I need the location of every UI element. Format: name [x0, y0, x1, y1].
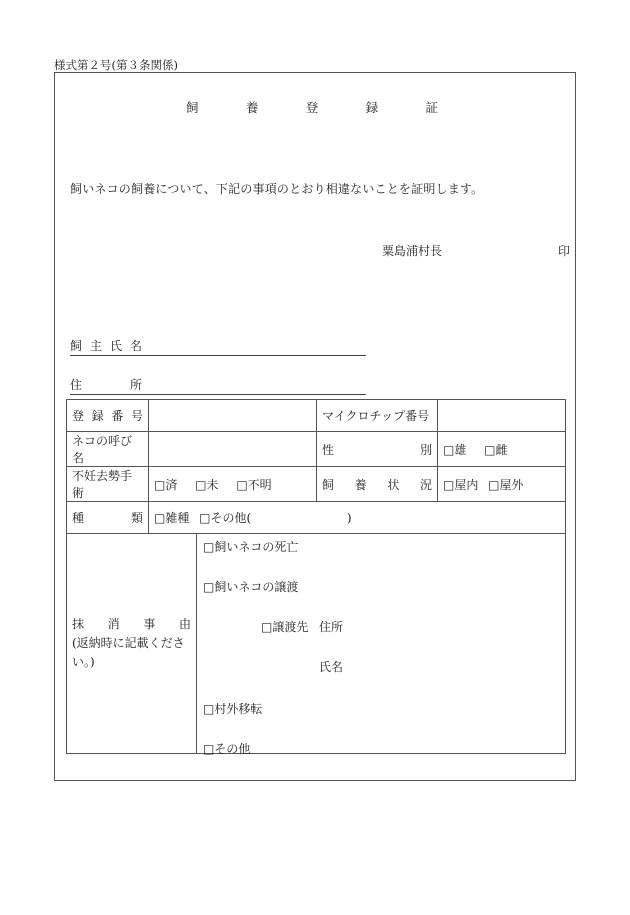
label-char: 況: [419, 477, 432, 492]
label-char: 登: [72, 409, 85, 423]
title-char: 養: [245, 100, 259, 115]
sex-options: [438, 432, 566, 467]
form-number: 様式第２号(第３条関係): [54, 58, 178, 72]
certificate-title: [186, 98, 438, 116]
reg-number-label: [67, 400, 149, 432]
neuter-option-not-done: □未: [195, 477, 219, 492]
microchip-value: [438, 400, 566, 432]
reason-transferee-name: 氏名: [319, 660, 344, 674]
sex-option-female: □雌: [484, 442, 508, 457]
reason-other: □その他: [203, 742, 251, 756]
label-char: 飼: [70, 339, 83, 353]
label-char: 類: [130, 511, 143, 525]
breed-option-other: □その他(: [199, 511, 252, 525]
certification-statement: 飼いネコの飼養について、下記の事項のとおり相違ないことを証明します。: [70, 182, 484, 196]
breed-options: [149, 502, 566, 534]
neuter-option-unknown: □不明: [236, 477, 272, 492]
label-char: 番: [111, 409, 124, 423]
reason-label-cell: [67, 534, 197, 754]
reason-transferee-address: 住所: [319, 620, 344, 634]
title-char: 証: [425, 100, 438, 115]
cat-name-value: [149, 432, 317, 467]
keeping-option-indoor: □屋内: [443, 477, 479, 492]
label-char: 事: [143, 617, 156, 631]
keeping-options: [438, 467, 566, 502]
breed-label: [67, 502, 149, 534]
reason-note: (返納時に記載ください。): [72, 636, 185, 669]
label-char: 種: [72, 511, 85, 525]
label-char: 号: [130, 409, 143, 423]
reason-transferee: □譲渡先: [261, 620, 309, 634]
label-char: 抹: [72, 617, 85, 631]
owner-address-line: [70, 376, 366, 395]
reason-moved: □村外移転: [203, 702, 263, 716]
reason-items-cell: [197, 534, 566, 754]
issuer-mayor: 粟島浦村長: [382, 244, 443, 258]
title-char: 飼: [186, 100, 199, 115]
label-char: 消: [107, 617, 120, 631]
cat-name-label: ネコの呼び名: [67, 432, 149, 467]
reason-death: □飼いネコの死亡: [203, 540, 299, 554]
label-char: 住: [70, 378, 83, 392]
owner-name-line: [70, 337, 366, 356]
label-char: 飼: [322, 477, 335, 492]
neuter-option-done: □済: [154, 477, 178, 492]
sex-option-male: □雄: [443, 442, 467, 457]
label-char: 名: [129, 339, 142, 353]
reason-label: [72, 615, 191, 632]
breed-option-other-close: ): [346, 511, 352, 525]
microchip-label: マイクロチップ番号: [317, 400, 438, 432]
seal-mark: 印: [558, 244, 571, 258]
label-char: 録: [91, 409, 104, 423]
label-char: 主: [89, 339, 102, 353]
label-char: 別: [419, 442, 432, 457]
neuter-label: 不妊去勢手術: [67, 467, 149, 502]
label-char: 氏: [109, 339, 122, 353]
label-char: 状: [387, 477, 400, 492]
breed-option-mixed: □雑種: [154, 511, 190, 525]
reason-transfer: □飼いネコの譲渡: [203, 580, 299, 594]
label-char: 性: [322, 442, 335, 457]
title-char: 登: [305, 100, 319, 115]
neuter-options: [149, 467, 317, 502]
keeping-option-outdoor: □屋外: [488, 477, 524, 492]
registration-table: [66, 399, 566, 754]
label-char: 養: [354, 477, 367, 492]
label-char: 所: [129, 378, 142, 392]
title-char: 録: [365, 100, 379, 115]
keeping-label: [317, 467, 438, 502]
owner-address-label: [70, 376, 142, 393]
sex-label: [317, 432, 438, 467]
reg-number-value: [149, 400, 317, 432]
owner-name-label: [70, 337, 142, 354]
label-char: 由: [178, 617, 191, 631]
